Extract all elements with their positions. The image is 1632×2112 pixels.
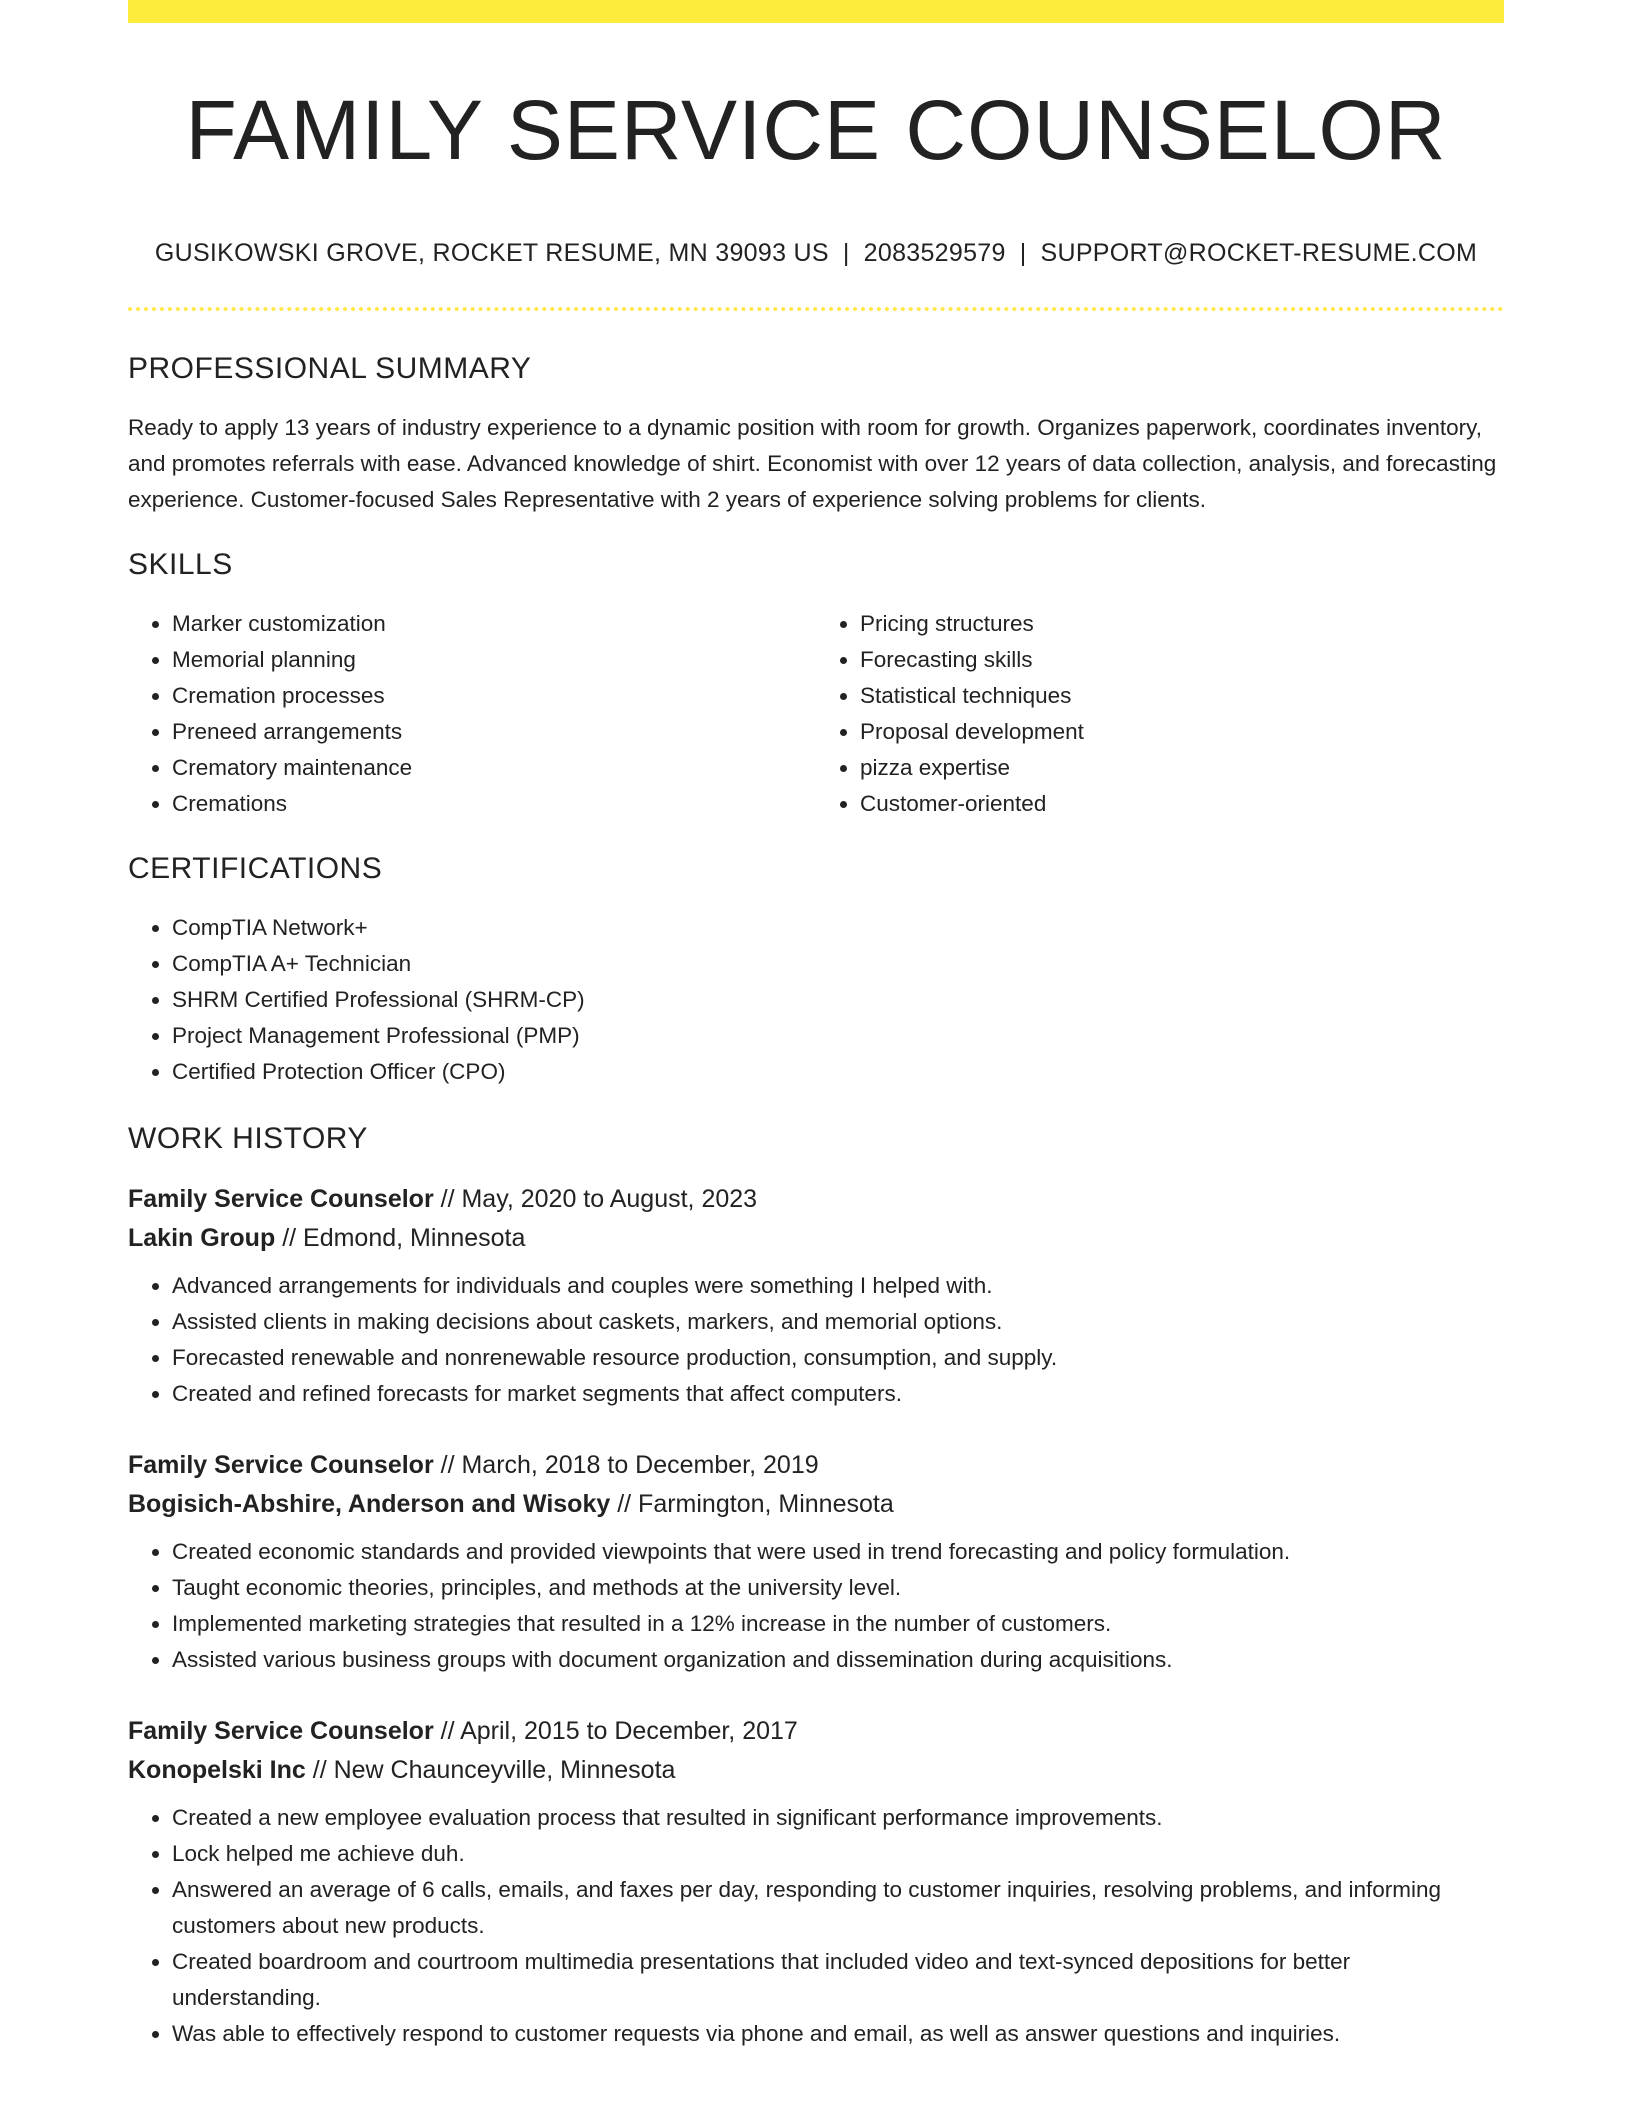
skill-item: • Preneed arrangements <box>172 714 816 750</box>
job-entry <box>128 1446 1504 1678</box>
work-history-section <box>128 1122 1504 2052</box>
skill-item: • Customer-oriented <box>860 786 1504 822</box>
skill-item: • pizza expertise <box>860 750 1504 786</box>
job-bullet: • Was able to effectively respond to customer requests via phone and email, as well as answer questions and inquiries. <box>172 2016 1504 2052</box>
job-entry <box>128 1180 1504 1412</box>
job-title-line <box>128 1180 1504 1219</box>
skills-grid <box>128 606 1504 822</box>
job-bullet: • Assisted clients in making decisions about caskets, markers, and memorial options. <box>172 1304 1504 1340</box>
job-location: // New Chaunceyville, Minnesota <box>312 1756 676 1784</box>
work-history-title: WORK HISTORY <box>128 1122 368 1155</box>
job-bullet: • Assisted various business groups with document organization and dissemination during acquisitions. <box>172 1642 1504 1678</box>
certifications-section <box>128 852 1504 1090</box>
skill-item: • Marker customization <box>172 606 816 642</box>
job-title-line <box>128 1446 1504 1485</box>
certification-item: • Certified Protection Officer (CPO) <box>172 1054 1504 1090</box>
job-bullet: • Taught economic theories, principles, and methods at the university level. <box>172 1570 1504 1606</box>
job-bullets <box>128 1534 1504 1678</box>
job-title: Family Service Counselor <box>128 1451 434 1479</box>
contact-separator: | <box>842 239 850 267</box>
job-bullets <box>128 1268 1504 1412</box>
certifications-title: CERTIFICATIONS <box>128 852 383 885</box>
skills-list-left <box>128 606 816 822</box>
job-dates: // March, 2018 to December, 2019 <box>440 1451 819 1479</box>
contact-line <box>128 239 1504 268</box>
job-bullets <box>128 1800 1504 2052</box>
summary-section <box>128 352 1504 518</box>
resume-name: FAMILY SERVICE COUNSELOR <box>185 83 1447 177</box>
job-dates: // April, 2015 to December, 2017 <box>440 1717 798 1745</box>
contact-phone: 2083529579 <box>863 239 1006 267</box>
job-entry <box>128 1712 1504 2052</box>
job-dates: // May, 2020 to August, 2023 <box>440 1185 758 1213</box>
skill-item: • Statistical techniques <box>860 678 1504 714</box>
contact-address: GUSIKOWSKI GROVE, ROCKET RESUME, MN 39093 US <box>154 239 829 267</box>
skills-section <box>128 548 1504 822</box>
contact-separator: | <box>1019 239 1027 267</box>
skill-item: • Cremations <box>172 786 816 822</box>
job-bullet: • Created economic standards and provided viewpoints that were used in trend forecasting and policy formulation. <box>172 1534 1504 1570</box>
certification-item: • SHRM Certified Professional (SHRM-CP) <box>172 982 1504 1018</box>
job-bullet: • Answered an average of 6 calls, emails, and faxes per day, responding to customer inquiries, resolving problems, and informing customers about new products. <box>172 1872 1504 1944</box>
certification-item: • CompTIA A+ Technician <box>172 946 1504 982</box>
job-company: Bogisich-Abshire, Anderson and Wisoky <box>128 1490 611 1518</box>
job-bullet: • Forecasted renewable and nonrenewable resource production, consumption, and supply. <box>172 1340 1504 1376</box>
certification-item: • Project Management Professional (PMP) <box>172 1018 1504 1054</box>
summary-title: PROFESSIONAL SUMMARY <box>128 352 532 385</box>
job-bullet: • Advanced arrangements for individuals and couples were something I helped with. <box>172 1268 1504 1304</box>
skills-list-right <box>816 606 1504 822</box>
certifications-list <box>128 910 1504 1090</box>
job-bullet: • Created boardroom and courtroom multimedia presentations that included video and text-synced depositions for better understanding. <box>172 1944 1504 2016</box>
job-title: Family Service Counselor <box>128 1185 434 1213</box>
accent-bar <box>128 0 1504 23</box>
job-title-line <box>128 1712 1504 1751</box>
skill-item: • Proposal development <box>860 714 1504 750</box>
job-location: // Edmond, Minnesota <box>282 1224 526 1252</box>
skills-title: SKILLS <box>128 548 233 581</box>
skill-item: • Cremation processes <box>172 678 816 714</box>
job-bullet: • Created a new employee evaluation process that resulted in significant performance improvements. <box>172 1800 1504 1836</box>
job-company-line <box>128 1219 1504 1258</box>
skill-item: • Pricing structures <box>860 606 1504 642</box>
job-location: // Farmington, Minnesota <box>617 1490 894 1518</box>
summary-text: Ready to apply 13 years of industry experience to a dynamic position with room for growth. Organizes paperwork, coordinates inventory, and promotes referrals with ease. Advanced knowledge of shirt. Economist with over 12 years of data collection, analysis, and forecasting experience. Customer-focused Sales Representative with 2 years of experience solving problems for clients. <box>128 415 1497 512</box>
skill-item: • Memorial planning <box>172 642 816 678</box>
job-company: Lakin Group <box>128 1224 276 1252</box>
resume-body <box>128 352 1504 2086</box>
jobs-list <box>128 1180 1504 2052</box>
dotted-divider <box>128 307 1504 311</box>
skill-item: • Forecasting skills <box>860 642 1504 678</box>
job-bullet: • Implemented marketing strategies that resulted in a 12% increase in the number of customers. <box>172 1606 1504 1642</box>
job-company: Konopelski Inc <box>128 1756 306 1784</box>
contact-email: SUPPORT@ROCKET-RESUME.COM <box>1040 239 1478 267</box>
job-bullet: • Created and refined forecasts for market segments that affect computers. <box>172 1376 1504 1412</box>
certification-item: • CompTIA Network+ <box>172 910 1504 946</box>
job-company-line <box>128 1751 1504 1790</box>
job-title: Family Service Counselor <box>128 1717 434 1745</box>
skill-item: • Crematory maintenance <box>172 750 816 786</box>
job-company-line <box>128 1485 1504 1524</box>
job-bullet: • Lock helped me achieve duh. <box>172 1836 1504 1872</box>
